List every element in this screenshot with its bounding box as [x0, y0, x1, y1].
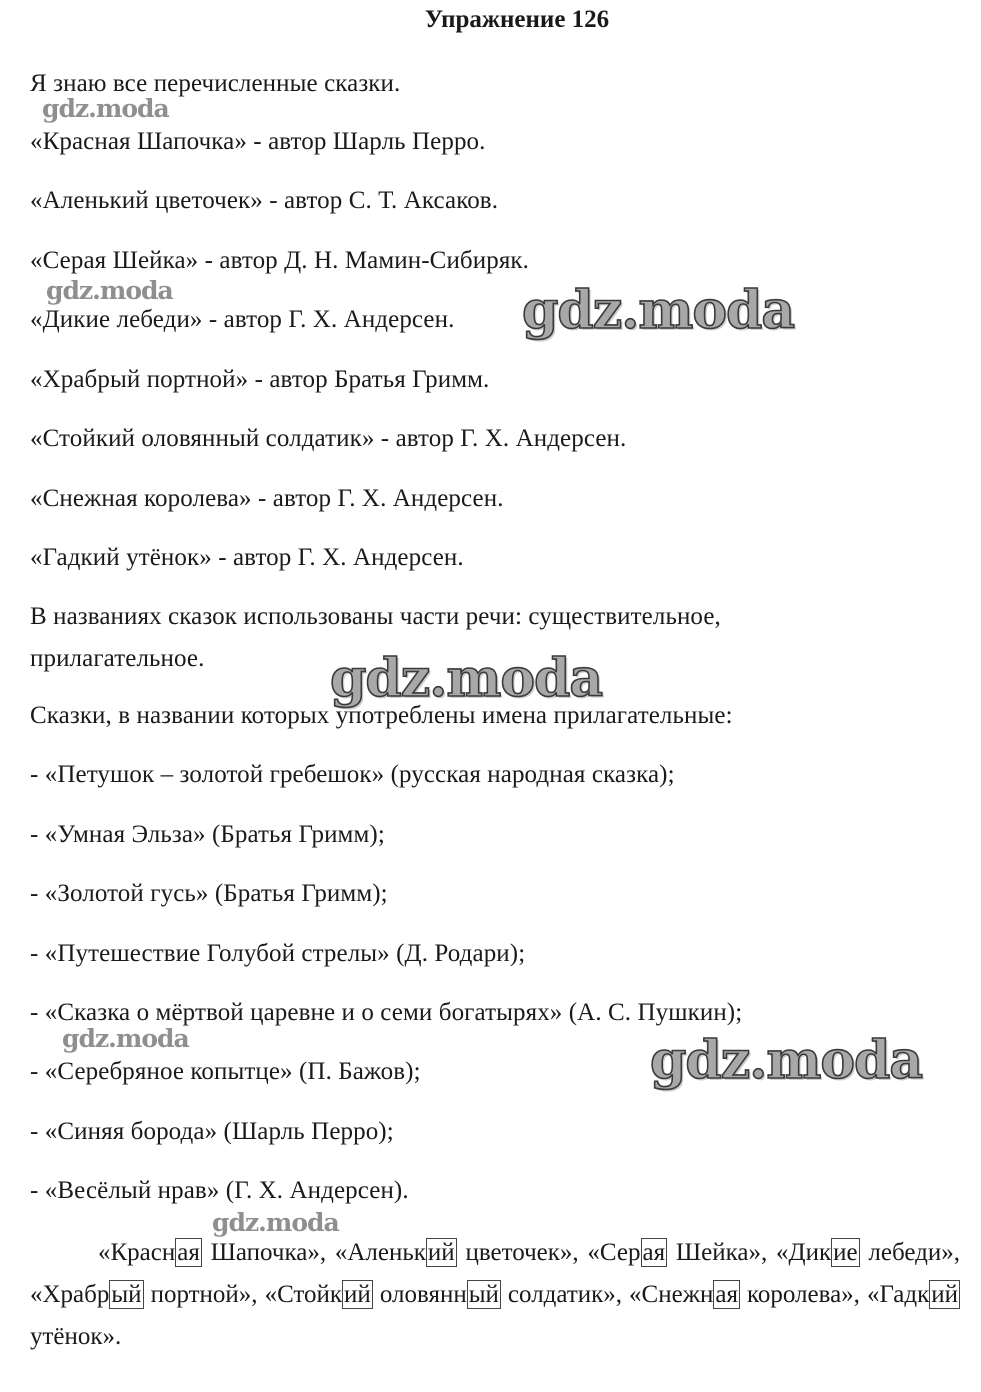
watermark: gdz.moda	[46, 276, 173, 305]
adjectives-heading: Сказки, в названии которых употреблены имена прилагательные:	[30, 702, 733, 729]
ending-box: ый	[111, 1281, 142, 1308]
author-line: «Снежная королева» - автор Г. Х. Андерсен.	[30, 485, 504, 512]
watermark: gdz.moda	[212, 1208, 339, 1237]
ending-box: ая	[177, 1239, 200, 1266]
adjective-tale-item: - «Весёлый нрав» (Г. Х. Андерсен).	[30, 1177, 409, 1204]
watermark: gdz.moda	[42, 94, 169, 123]
author-line: «Серая Шейка» - автор Д. Н. Мамин-Сибиряк.	[30, 247, 530, 274]
adjective-tale-item: - «Умная Эльза» (Братья Гримм);	[30, 821, 385, 848]
exercise-title: Упражнение 126	[424, 6, 610, 33]
author-line: «Гадкий утёнок» - автор Г. Х. Андерсен.	[30, 544, 464, 571]
ending-box: ая	[642, 1239, 666, 1266]
intro-line: Я знаю все перечисленные сказки.	[30, 70, 401, 97]
ending-box: ая	[715, 1281, 738, 1308]
watermark: gdz.moda	[522, 280, 795, 341]
ending-box: ие	[833, 1239, 858, 1266]
author-line: «Храбрый портной» - автор Братья Гримм.	[30, 366, 490, 393]
adjective-tale-item: - «Золотой гусь» (Братья Гримм);	[30, 880, 388, 907]
ending-box: ий	[931, 1281, 958, 1308]
ending-box: ый	[468, 1281, 499, 1308]
adjective-tale-item: - «Серебряное копытце» (П. Бажов);	[30, 1058, 421, 1085]
parts-of-speech-line: прилагательное.	[30, 645, 205, 672]
endings-paragraph: «Красная Шапочка», «Аленький цветочек», «Серая Шейка», «Дикие лебеди», «Храбрый портной», «Стойкий оловянный солдатик», «Снежная королева», «Гадкий утёнок».	[30, 1239, 960, 1350]
adjective-tale-item: - «Синяя борода» (Шарль Перро);	[30, 1118, 394, 1145]
author-line: «Стойкий оловянный солдатик» - автор Г. Х. Андерсен.	[30, 425, 627, 452]
author-line: «Красная Шапочка» - автор Шарль Перро.	[30, 128, 486, 155]
author-line: «Дикие лебеди» - автор Г. Х. Андерсен.	[30, 306, 455, 333]
adjective-tale-item: - «Сказка о мёртвой царевне и о семи богатырях» (А. С. Пушкин);	[30, 999, 743, 1026]
author-line: «Аленький цветочек» - автор С. Т. Аксаков.	[30, 187, 499, 214]
adjective-tale-item: - «Путешествие Голубой стрелы» (Д. Родари);	[30, 940, 526, 967]
watermark: gdz.moda	[650, 1030, 923, 1091]
ending-box: ий	[344, 1281, 371, 1308]
adjective-tale-item: - «Петушок – золотой гребешок» (русская народная сказка);	[30, 761, 675, 788]
watermark: gdz.moda	[330, 648, 603, 709]
watermark: gdz.moda	[62, 1024, 189, 1053]
parts-of-speech-line: В названиях сказок использованы части речи: существительное,	[30, 603, 721, 630]
ending-box: ий	[427, 1239, 455, 1266]
